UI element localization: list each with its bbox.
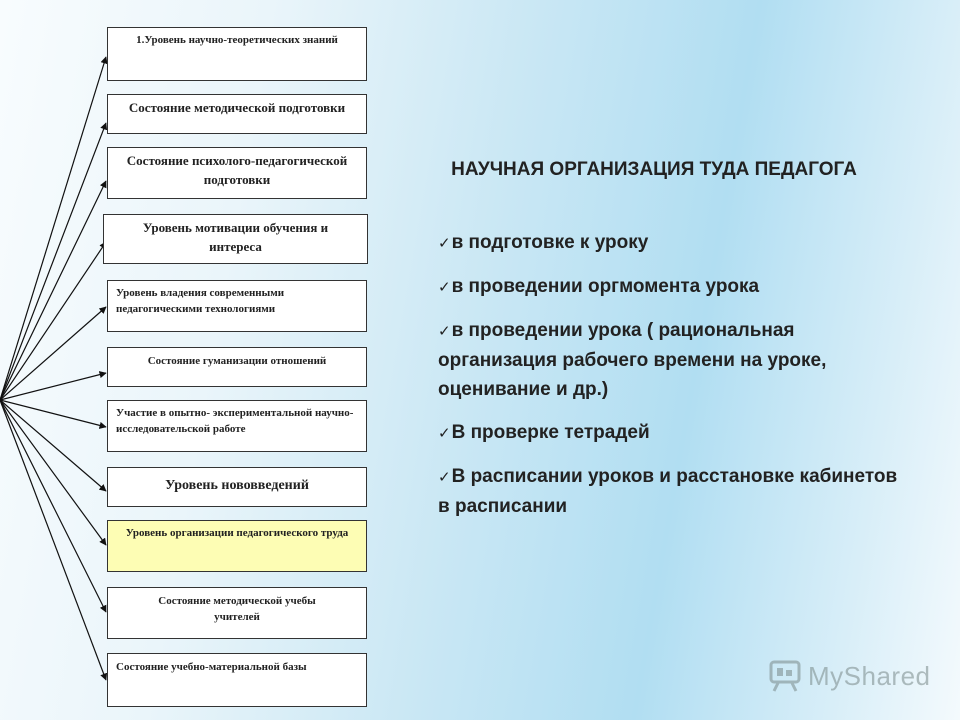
box-teacher-training — [107, 587, 367, 639]
box-labor-organization — [107, 520, 367, 572]
myshared-logo — [768, 656, 931, 696]
arrow-to-box-9 — [0, 400, 106, 545]
arrow-to-box-10 — [0, 400, 106, 612]
list-item — [438, 462, 898, 521]
box-label: Состояние гуманизации отношений — [147, 355, 327, 367]
box-label: Участие в опытно- экспериментальной научно-исследовательской работе — [116, 407, 354, 435]
box-label: Состояние учебно-материальной базы — [116, 661, 307, 673]
box-label: Состояние психолого-педагогической подготовки — [126, 153, 348, 187]
list-item — [438, 316, 898, 404]
box-learning-motivation — [103, 214, 368, 264]
box-label: Уровень нововведений — [165, 478, 309, 493]
checkmark-icon: ✓ — [438, 425, 451, 442]
box-material-base — [107, 653, 367, 707]
checkmark-icon: ✓ — [438, 469, 451, 486]
list-item-text: В проверке тетрадей — [451, 422, 650, 443]
list-item — [438, 272, 898, 302]
checkmark-icon: ✓ — [438, 323, 451, 340]
box-methodical-preparation — [107, 94, 367, 134]
presentation-board-icon — [768, 659, 802, 693]
arrow-to-box-2 — [0, 123, 106, 400]
box-scientific-knowledge — [107, 27, 367, 81]
arrow-to-box-1 — [0, 57, 106, 400]
arrow-to-box-11 — [0, 400, 106, 680]
box-humanization — [107, 347, 367, 387]
box-label: Уровень владения современными педагогическими технологиями — [116, 287, 285, 315]
box-label: 1.Уровень научно-теоретических знаний — [136, 34, 338, 46]
box-label: Состояние методической подготовки — [128, 100, 346, 115]
list-item-text: в подготовке к уроку — [451, 232, 649, 253]
slide-heading: НАУЧНАЯ ОРГАНИЗАЦИЯ ТУДА ПЕДАГОГА — [451, 159, 857, 180]
arrow-to-box-3 — [0, 181, 106, 400]
box-label: Состояние методической учебы учителей — [158, 595, 316, 623]
list-item — [438, 228, 898, 258]
list-item-text: в проведении оргмомента урока — [451, 276, 760, 297]
box-modern-technologies — [107, 280, 367, 332]
list-item-text: В расписании уроков и расстановке кабинетов в расписании — [438, 466, 898, 517]
box-psych-pedagogical-preparation — [107, 147, 367, 199]
list-item-text: в проведении урока ( рациональная организация рабочего времени на уроке, оценивание и др.) — [438, 320, 827, 400]
logo-text: MyShared — [808, 660, 931, 691]
box-research-work — [107, 400, 367, 452]
checkmark-icon: ✓ — [438, 235, 451, 252]
checkmark-icon: ✓ — [438, 279, 451, 296]
list-item — [438, 418, 898, 448]
box-label: Уровень мотивации обучения и интереса — [142, 220, 329, 254]
box-label: Уровень организации педагогического труда — [125, 527, 349, 539]
organization-points-list — [438, 228, 898, 535]
box-innovations — [107, 467, 367, 507]
